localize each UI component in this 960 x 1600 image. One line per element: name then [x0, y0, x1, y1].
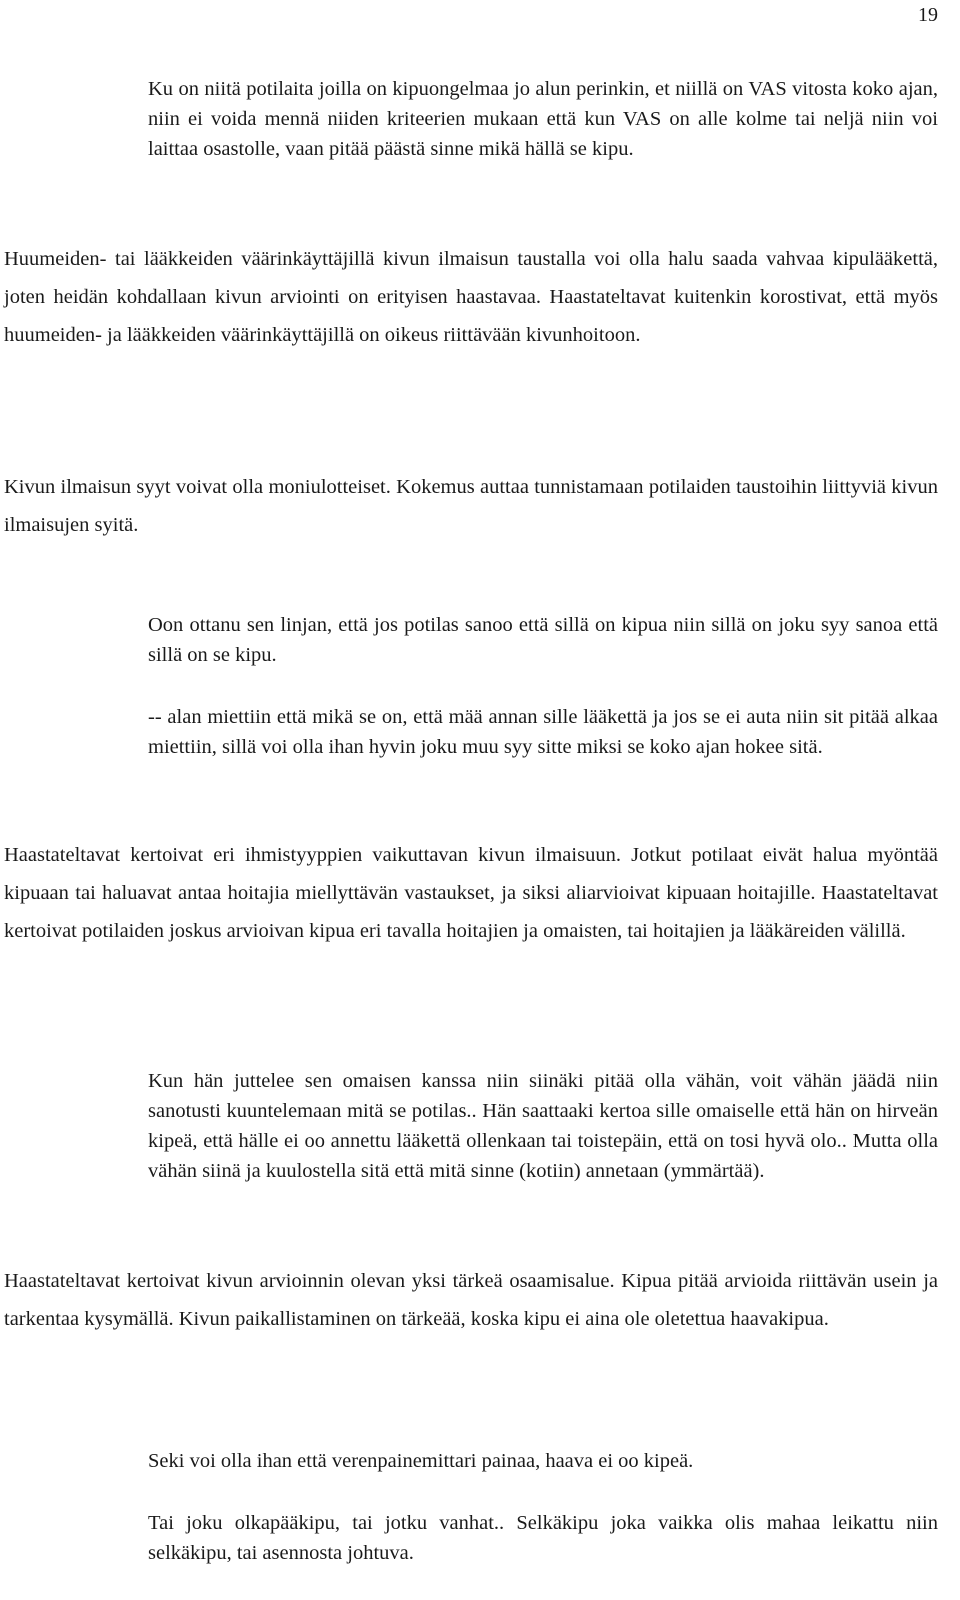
quote-patient-has-reason: Oon ottanu sen linjan, että jos potilas sanoo että sillä on kipua niin sillä on joku syy sanoa että sillä on se kipu. — [148, 614, 938, 666]
paragraph-substance-abusers: Huumeiden- tai lääkkeiden väärinkäyttäjillä kivun ilmaisun taustalla voi olla halu saada vahvaa kipulääkettä, joten heidän kohdallaan kivun arviointi on erityisen haastavaa. Haastateltavat kuitenkin korostivat, että myös huumeiden- ja lääkkeiden väärinkäyttäjillä on oikeus riittävään kivunhoitoon. — [4, 248, 938, 346]
quote-talking-with-relative: Kun hän juttelee sen omaisen kanssa niin siinäki pitää olla vähän, voit vähän jäädä niin sanotusti kuuntelemaan mitä se potilas.. Hän saattaaki kertoa sille omaiselle että hän on hirveän kipeä, että hälle ei oo annettu lääkettä ollenkaan tai toistepäin, että on tosi hyvä olo.. Mutta olla vähän siinä ja kuulostella sitä että mitä sinne (kotiin) annetaan (ymmärtää). — [148, 1070, 938, 1182]
page-number: 19 — [918, 4, 938, 26]
quote-patients-chronic-pain: Ku on niitä potilaita joilla on kipuongelmaa jo alun perinkin, et niillä on VAS vitosta koko ajan, niin ei voida mennä niiden kriteerien mukaan että kun VAS on alle kolme tai neljä niin voi laittaa osastolle, vaan pitää päästä sinne mikä hällä se kipu. — [148, 78, 938, 160]
quote-shoulder-back-pain: Tai joku olkapääkipu, tai jotku vanhat.. Selkäkipu joka vaikka olis mahaa leikattu niin selkäkipu, tai asennosta johtuva. — [148, 1512, 938, 1564]
quote-start-thinking: -- alan miettiin että mikä se on, että mää annan sille lääkettä ja jos se ei auta niin sit pitää alkaa miettiin, sillä voi olla ihan hyvin joku muu syy sitte miksi se koko ajan hokee sitä. — [148, 706, 938, 758]
paragraph-pain-expression-causes: Kivun ilmaisun syyt voivat olla moniulotteiset. Kokemus auttaa tunnistamaan potilaiden taustoihin liittyviä kivun ilmaisujen syitä. — [4, 476, 938, 536]
paragraph-pain-assessment-skill: Haastateltavat kertoivat kivun arvioinnin olevan yksi tärkeä osaamisalue. Kipua pitää arvioida riittävän usein ja tarkentaa kysymällä. Kivun paikallistaminen on tärkeää, koska kipu ei aina ole oletettua haavakipua. — [4, 1270, 938, 1330]
paragraph-personality-types: Haastateltavat kertoivat eri ihmistyyppien vaikuttavan kivun ilmaisuun. Jotkut potilaat eivät halua myöntää kipuaan tai haluavat antaa hoitajia miellyttävän vastaukset, ja siksi aliarvioivat kipuaan hoitajille. Haastateltavat kertoivat potilaiden joskus arvioivan kipua eri tavalla hoitajien ja omaisten, tai hoitajien ja lääkäreiden välillä. — [4, 844, 938, 942]
quote-blood-pressure-cuff: Seki voi olla ihan että verenpainemittari painaa, haava ei oo kipeä. — [148, 1450, 694, 1472]
